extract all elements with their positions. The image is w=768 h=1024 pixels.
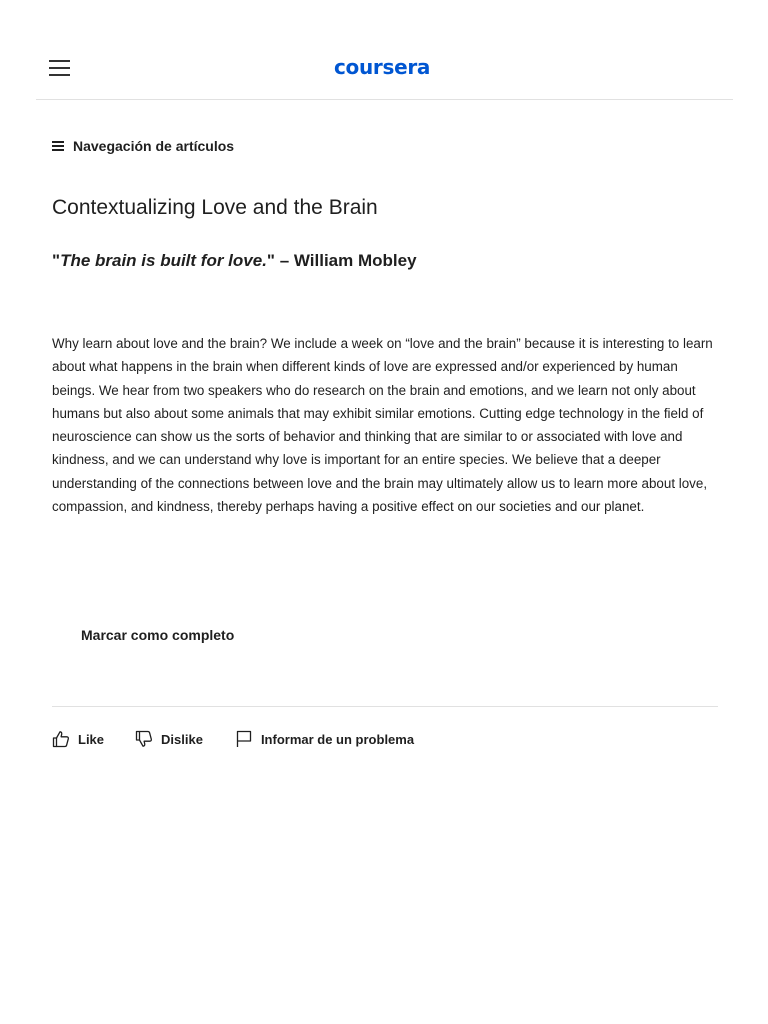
like-label: Like (78, 731, 105, 747)
flag-icon (235, 730, 253, 748)
report-problem-button[interactable] (235, 730, 414, 748)
article-body: Why learn about love and the brain? We include a week on “love and the brain” because it is interesting to learn about what happens in the brain when different kinds of love are expressed and/or experienced by human beings. We hear from two speakers who do research on the brain and emotions, and we learn not only about humans but also about some animals that may exhibit similar emotions. Cutting edge technology in the field of neuroscience can show us the sorts of behavior and thinking that are similar to or associated with love and kindness, and we can understand why love is important for an entire species. We believe that a deeper understanding of the connections between love and the brain may ultimately allow us to learn more about love, compassion, and kindness, thereby perhaps having a positive effect on our societies and our planet. (52, 336, 713, 515)
quote-attribution: " – William Mobley (266, 251, 417, 270)
top-header (36, 0, 733, 100)
divider (52, 706, 718, 707)
page-title: Contextualizing Love and the Brain (52, 196, 378, 219)
menu-line (49, 74, 70, 76)
thumbs-down-icon (135, 730, 153, 748)
hamburger-menu-button[interactable] (49, 58, 71, 78)
article-navigation-label: Navegación de artículos (73, 138, 235, 154)
menu-line (49, 67, 70, 69)
thumbs-up-icon (52, 730, 70, 748)
feedback-bar (52, 728, 414, 750)
list-icon (52, 140, 65, 152)
dislike-label: Dislike (161, 731, 203, 747)
coursera-logo[interactable]: coursera (334, 55, 431, 79)
quote-text: The brain is built for love. (60, 251, 267, 270)
report-problem-label: Informar de un problema (260, 731, 415, 747)
mark-complete-button[interactable]: Marcar como completo (81, 627, 235, 643)
quote-open-mark: " (52, 251, 61, 270)
dislike-button[interactable] (135, 730, 203, 748)
menu-line (49, 60, 70, 62)
article-quote (52, 251, 417, 271)
article-navigation-toggle[interactable] (52, 138, 234, 154)
like-button[interactable] (52, 730, 104, 748)
